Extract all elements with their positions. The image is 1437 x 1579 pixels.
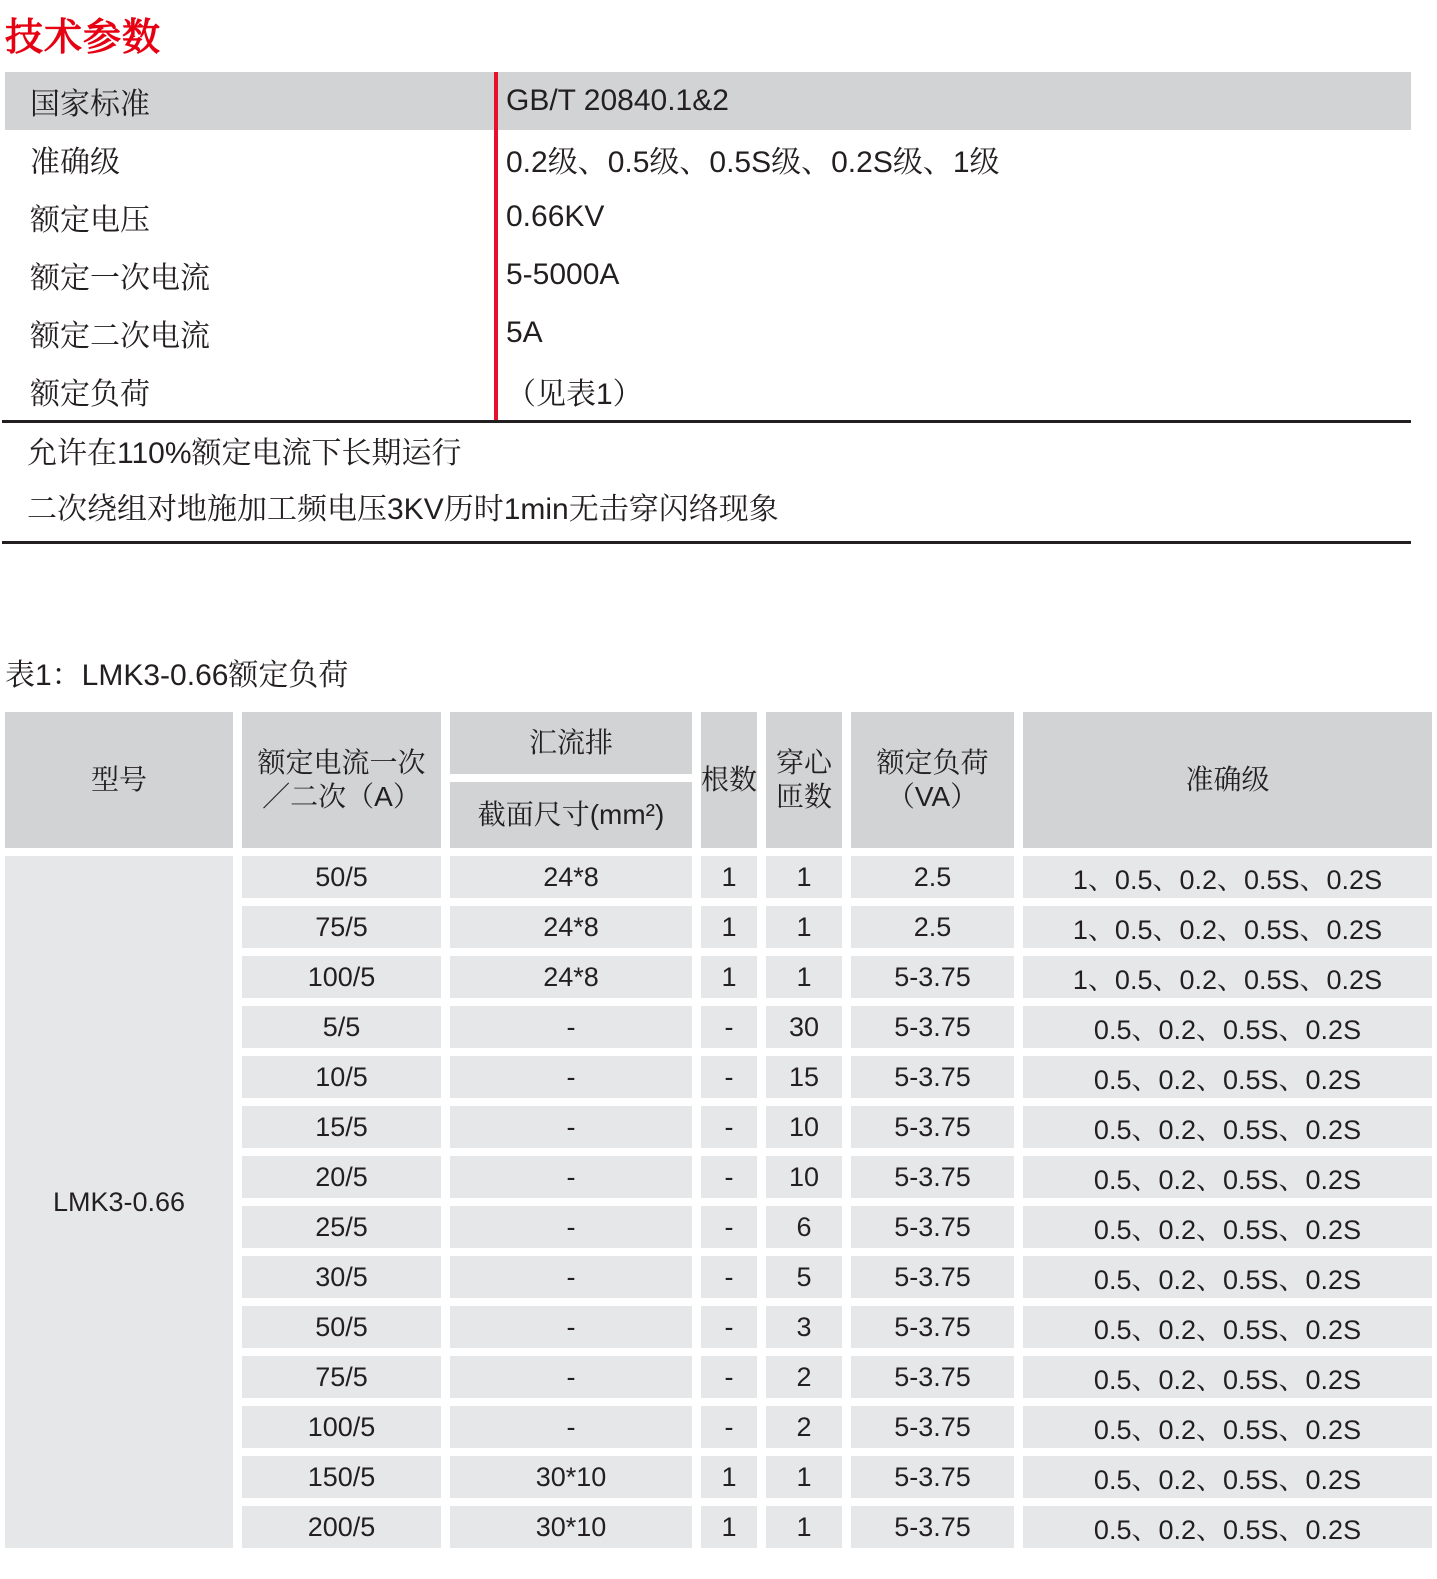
cell-strips: - xyxy=(701,1156,757,1198)
cell-turns: 1 xyxy=(766,906,842,948)
note-line: 二次绕组对地施加工频电压3KV历时1min无击穿闪络现象 xyxy=(27,493,779,526)
cell-accuracy: 0.5、0.2、0.5S、0.2S xyxy=(1023,1106,1432,1148)
cell-strips: 1 xyxy=(701,856,757,898)
spec-row xyxy=(5,188,1411,246)
table1-caption: 表1：LMK3-0.66额定负荷 xyxy=(5,659,349,692)
cell-current: 10/5 xyxy=(242,1056,441,1098)
cell-turns: 2 xyxy=(766,1356,842,1398)
cell-strips: - xyxy=(701,1256,757,1298)
cell-accuracy: 0.5、0.2、0.5S、0.2S xyxy=(1023,1506,1432,1548)
cell-accuracy: 0.5、0.2、0.5S、0.2S xyxy=(1023,1356,1432,1398)
spec-value: 5A xyxy=(506,316,543,349)
cell-strips: - xyxy=(701,1006,757,1048)
cell-busbar: - xyxy=(450,1106,692,1148)
cell-strips: - xyxy=(701,1306,757,1348)
cell-busbar: 30*10 xyxy=(450,1506,692,1548)
cell-turns: 1 xyxy=(766,1456,842,1498)
cell-current: 15/5 xyxy=(242,1106,441,1148)
spec-table xyxy=(5,72,1411,420)
cell-strips: 1 xyxy=(701,956,757,998)
spec-value: 0.66KV xyxy=(506,200,605,233)
cell-turns: 2 xyxy=(766,1406,842,1448)
note-line: 允许在110%额定电流下长期运行 xyxy=(27,437,462,470)
page-title: 技术参数 xyxy=(5,17,162,59)
spec-notes xyxy=(2,420,1411,544)
cell-accuracy: 1、0.5、0.2、0.5S、0.2S xyxy=(1023,906,1432,948)
cell-current: 20/5 xyxy=(242,1156,441,1198)
header-rated-current xyxy=(242,712,441,848)
cell-busbar: 24*8 xyxy=(450,856,692,898)
cell-strips: - xyxy=(701,1056,757,1098)
cell-load: 5-3.75 xyxy=(851,1406,1014,1448)
spec-row xyxy=(5,130,1411,188)
cell-current: 75/5 xyxy=(242,906,441,948)
spec-value: 5-5000A xyxy=(506,258,620,291)
cell-current: 50/5 xyxy=(242,1306,441,1348)
cell-busbar: - xyxy=(450,1056,692,1098)
cell-turns: 1 xyxy=(766,956,842,998)
cell-load: 5-3.75 xyxy=(851,1256,1014,1298)
spec-value: （见表1） xyxy=(506,378,643,411)
header-turns-line1: 穿心 xyxy=(775,747,832,779)
cell-current: 100/5 xyxy=(242,956,441,998)
cell-load: 5-3.75 xyxy=(851,1456,1014,1498)
cell-current: 75/5 xyxy=(242,1356,441,1398)
spec-value: GB/T 20840.1&2 xyxy=(506,84,729,117)
model-cell: LMK3-0.66 xyxy=(5,856,233,1548)
cell-strips: - xyxy=(701,1406,757,1448)
spec-label: 额定一次电流 xyxy=(30,262,210,295)
cell-load: 5-3.75 xyxy=(851,1506,1014,1548)
table1-body xyxy=(5,856,1432,1548)
red-divider-line xyxy=(494,72,498,420)
cell-accuracy: 0.5、0.2、0.5S、0.2S xyxy=(1023,1256,1432,1298)
cell-load: 5-3.75 xyxy=(851,1206,1014,1248)
cell-busbar: 24*8 xyxy=(450,956,692,998)
cell-accuracy: 0.5、0.2、0.5S、0.2S xyxy=(1023,1006,1432,1048)
spec-label: 国家标准 xyxy=(30,88,150,121)
table1 xyxy=(0,704,1437,1556)
header-rated-load-line2: （VA） xyxy=(886,781,979,812)
cell-turns: 1 xyxy=(766,1506,842,1548)
header-accuracy: 准确级 xyxy=(1023,712,1432,848)
cell-current: 50/5 xyxy=(242,856,441,898)
cell-strips: 1 xyxy=(701,906,757,948)
cell-busbar: - xyxy=(450,1006,692,1048)
cell-load: 5-3.75 xyxy=(851,956,1014,998)
table-row xyxy=(5,856,1432,898)
table1-container xyxy=(0,704,1437,1556)
cell-current: 100/5 xyxy=(242,1406,441,1448)
cell-accuracy: 0.5、0.2、0.5S、0.2S xyxy=(1023,1406,1432,1448)
cell-load: 5-3.75 xyxy=(851,1056,1014,1098)
header-strip-count: 根数 xyxy=(701,712,757,848)
cell-load: 5-3.75 xyxy=(851,1006,1014,1048)
cell-busbar: - xyxy=(450,1306,692,1348)
spec-label: 额定二次电流 xyxy=(30,320,210,353)
header-turns-line2: 匝数 xyxy=(775,781,832,812)
cell-current: 30/5 xyxy=(242,1256,441,1298)
spec-row xyxy=(5,362,1411,420)
cell-busbar: 30*10 xyxy=(450,1456,692,1498)
cell-strips: - xyxy=(701,1356,757,1398)
cell-turns: 5 xyxy=(766,1256,842,1298)
cell-load: 2.5 xyxy=(851,906,1014,948)
spec-label: 额定电压 xyxy=(30,204,150,237)
cell-turns: 15 xyxy=(766,1056,842,1098)
cell-load: 2.5 xyxy=(851,856,1014,898)
cell-load: 5-3.75 xyxy=(851,1306,1014,1348)
cell-current: 5/5 xyxy=(242,1006,441,1048)
spec-row xyxy=(5,304,1411,362)
header-rated-load xyxy=(851,712,1014,848)
header-busbar: 汇流排 xyxy=(450,712,692,774)
spec-row xyxy=(5,72,1411,130)
cell-accuracy: 0.5、0.2、0.5S、0.2S xyxy=(1023,1206,1432,1248)
cell-busbar: - xyxy=(450,1206,692,1248)
cell-strips: 1 xyxy=(701,1456,757,1498)
header-model: 型号 xyxy=(5,712,233,848)
spec-row xyxy=(5,246,1411,304)
cell-accuracy: 0.5、0.2、0.5S、0.2S xyxy=(1023,1156,1432,1198)
cell-current: 150/5 xyxy=(242,1456,441,1498)
cell-load: 5-3.75 xyxy=(851,1106,1014,1148)
cell-strips: - xyxy=(701,1106,757,1148)
cell-busbar: - xyxy=(450,1256,692,1298)
cell-turns: 10 xyxy=(766,1106,842,1148)
cell-turns: 3 xyxy=(766,1306,842,1348)
cell-busbar: - xyxy=(450,1406,692,1448)
cell-accuracy: 1、0.5、0.2、0.5S、0.2S xyxy=(1023,956,1432,998)
cell-strips: - xyxy=(701,1206,757,1248)
header-section-size: 截面尺寸(mm²) xyxy=(450,782,692,848)
cell-busbar: - xyxy=(450,1356,692,1398)
spec-value: 0.2级、0.5级、0.5S级、0.2S级、1级 xyxy=(506,146,1000,179)
cell-accuracy: 0.5、0.2、0.5S、0.2S xyxy=(1023,1456,1432,1498)
cell-strips: 1 xyxy=(701,1506,757,1548)
spec-label: 准确级 xyxy=(30,146,120,179)
cell-current: 200/5 xyxy=(242,1506,441,1548)
cell-turns: 30 xyxy=(766,1006,842,1048)
cell-busbar: 24*8 xyxy=(450,906,692,948)
cell-busbar: - xyxy=(450,1156,692,1198)
header-rated-current-line1: 额定电流一次 xyxy=(257,747,426,779)
cell-turns: 6 xyxy=(766,1206,842,1248)
header-rated-current-line2: ／二次（A） xyxy=(262,781,421,812)
spec-label: 额定负荷 xyxy=(30,378,150,411)
cell-accuracy: 0.5、0.2、0.5S、0.2S xyxy=(1023,1306,1432,1348)
cell-load: 5-3.75 xyxy=(851,1356,1014,1398)
cell-accuracy: 0.5、0.2、0.5S、0.2S xyxy=(1023,1056,1432,1098)
cell-turns: 10 xyxy=(766,1156,842,1198)
cell-turns: 1 xyxy=(766,856,842,898)
cell-accuracy: 1、0.5、0.2、0.5S、0.2S xyxy=(1023,856,1432,898)
header-turns xyxy=(766,712,842,848)
cell-load: 5-3.75 xyxy=(851,1156,1014,1198)
cell-current: 25/5 xyxy=(242,1206,441,1248)
header-rated-load-line1: 额定负荷 xyxy=(876,747,989,779)
